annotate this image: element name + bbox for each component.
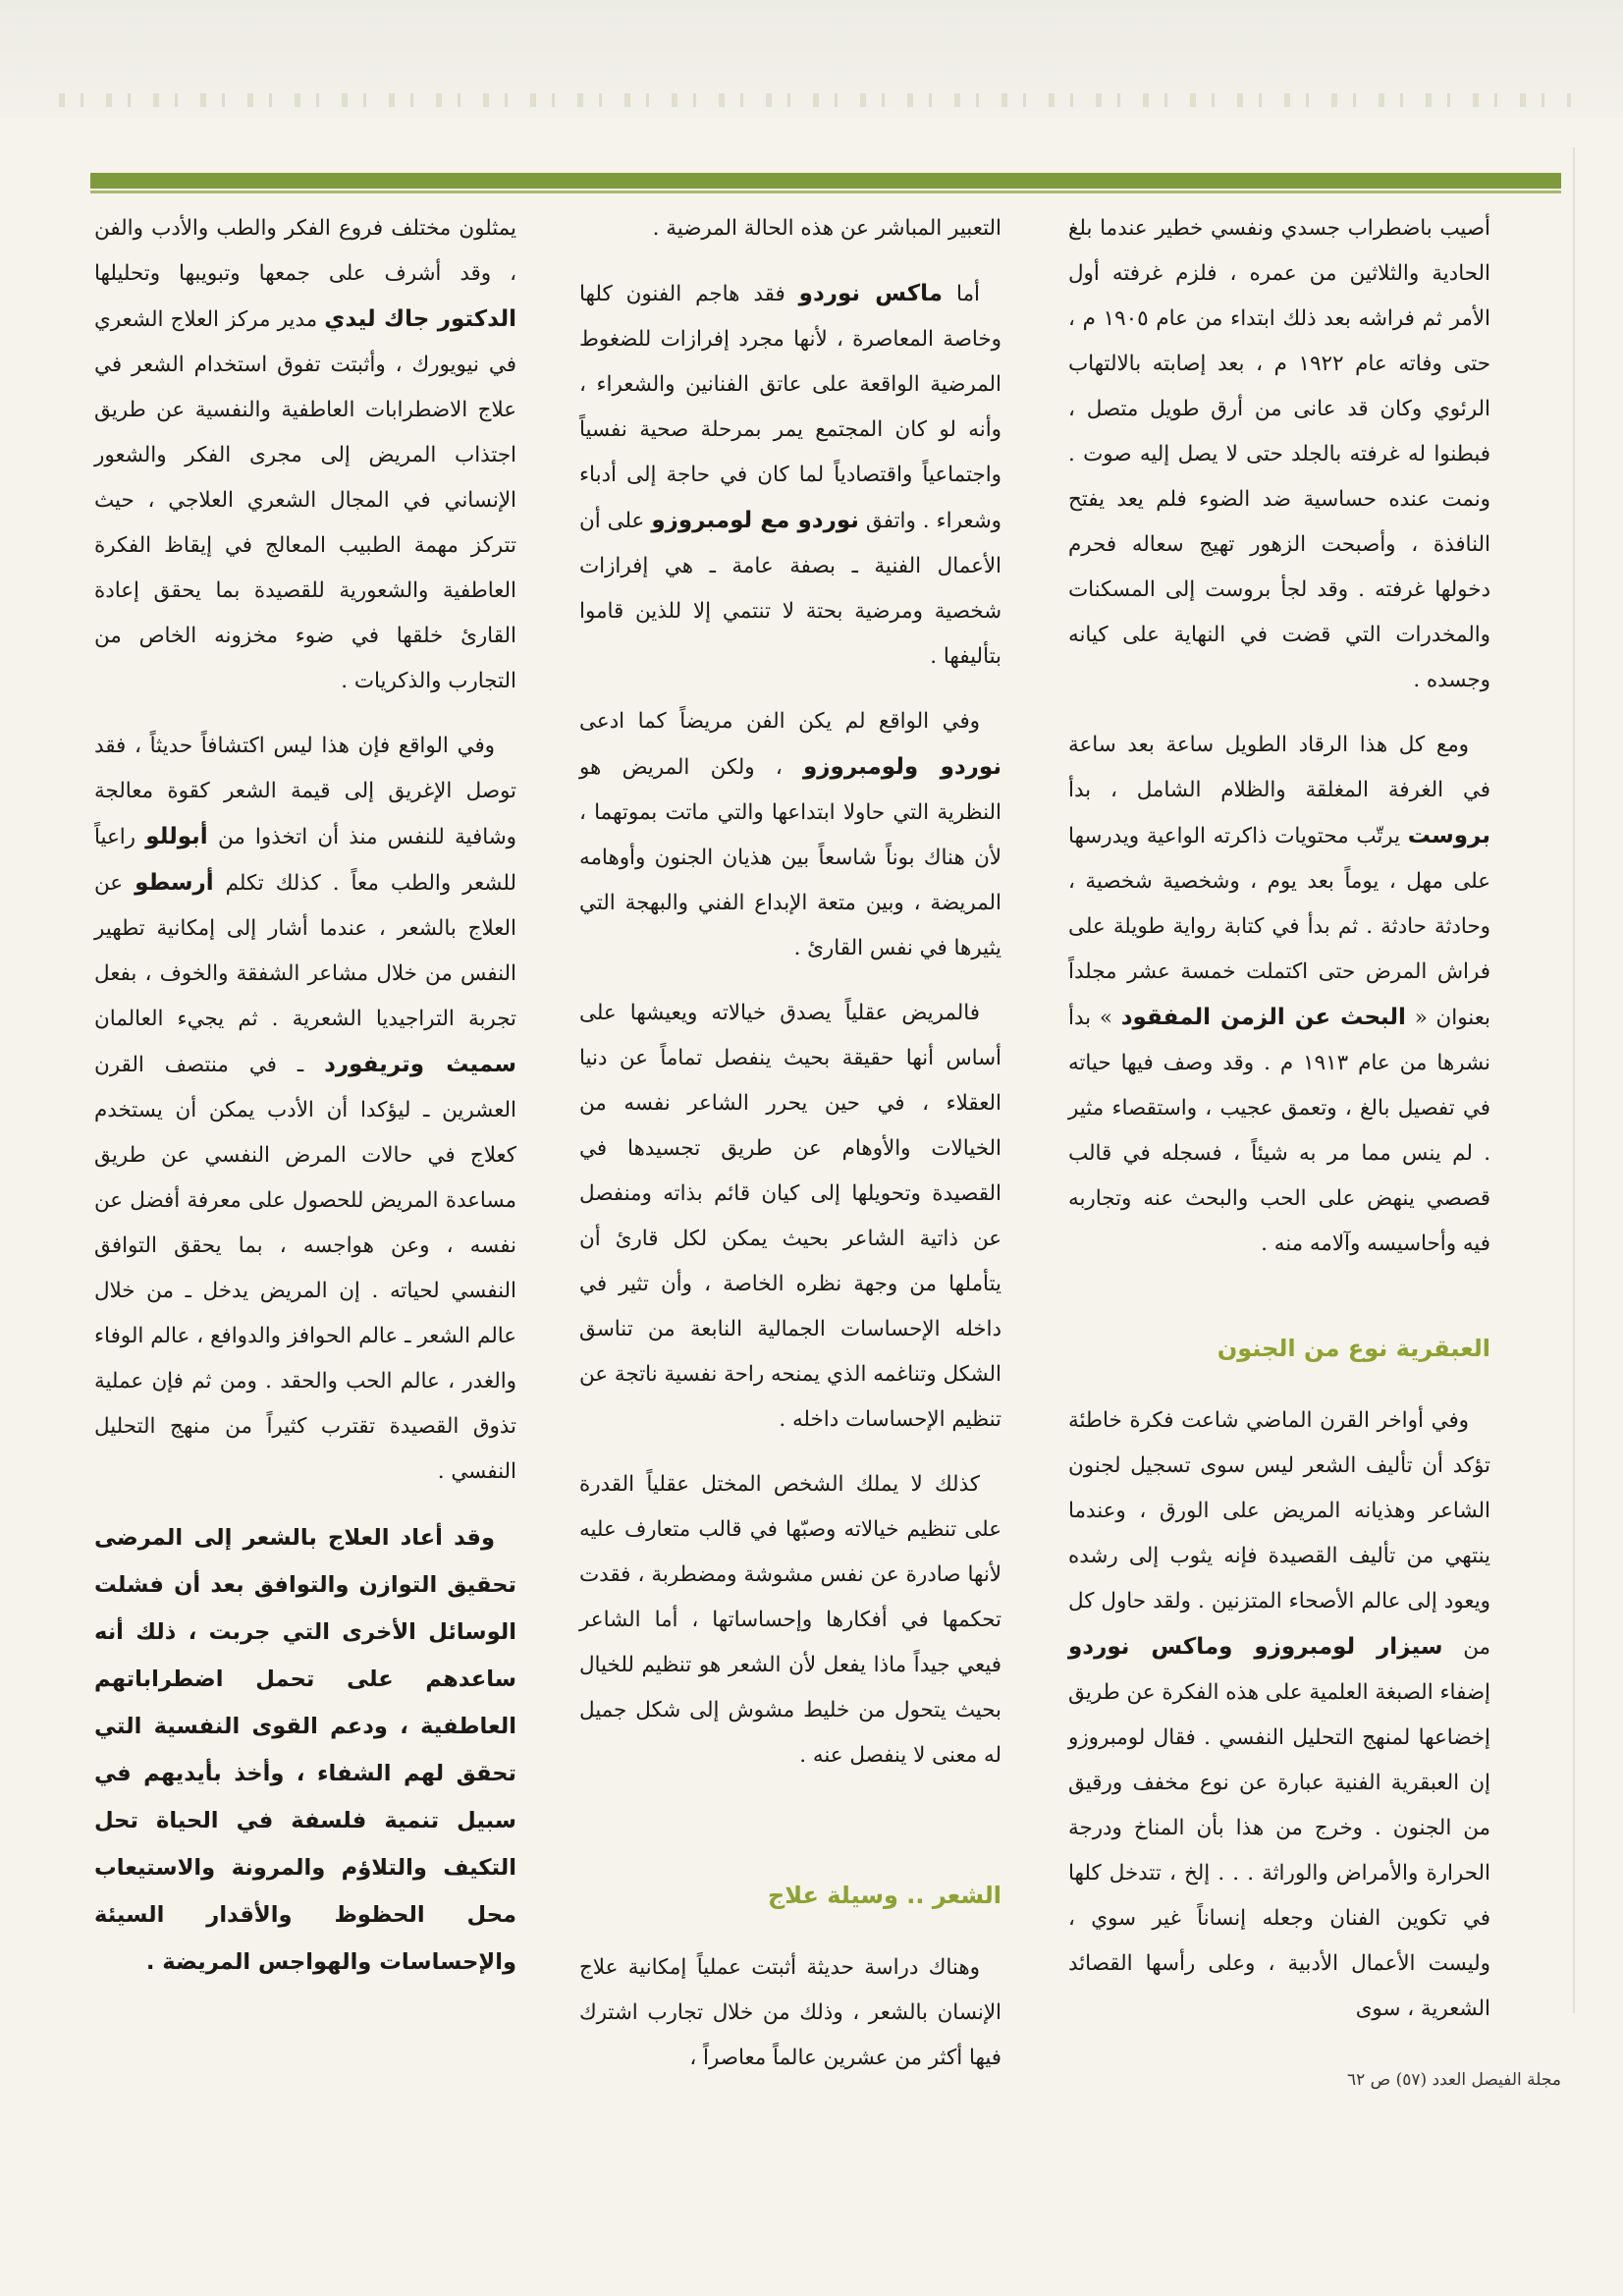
paragraph-text: وفي الواقع لم يكن الفن مريضاً كما ادعى	[579, 709, 980, 734]
page-footer-folio: مجلة الفيصل العدد (٥٧) ص ٦٢	[1346, 2070, 1561, 2090]
paragraph: كذلك لا يملك الشخص المختل عقلياً القدرة على تنظيم خيالاته وصبّها في قالب متعارف عليه لأنها صادرة عن نفس مشوشة ومضطربة ، فقدت تحكمها في أفكارها وإحساساتها ، أما الشاعر فيعي جيداً ماذا يفعل لأن الشعر هو تنظيم للخيال بحيث يتحول من خليط مشوش إلى شكل جميل له معنى لا ينفصل عنه .	[579, 1472, 1001, 1768]
highlight-name: نوردو ولومبروزو	[803, 754, 1001, 780]
section-heading: العبقرية نوع من الجنون	[1217, 1335, 1490, 1362]
paragraph-text: عن العلاج بالشعر ، عندما أشار إلى إمكانية تطهير النفس من خلال مشاعر الشفقة والخوف ، بفعل تجربة التراجيديا الشعرية . ثم يجيء العالمان	[94, 871, 516, 1031]
paragraph-text: ، ولكن المريض هو النظرية التي حاولا ابتداعها والتي ماتت بموتهما ، لأن هناك بوناً شاسعاً بين هذيان الجنون وأوهامه المريضة ، وبين متعة الإبداع الفني والبهجة التي يثيرها في نفس القارئ .	[579, 755, 1001, 960]
paragraph-text: ومع كل هذا الرقاد الطويل ساعة بعد ساعة في الغرفة المغلقة والظلام الشامل ، بدأ	[1068, 733, 1490, 802]
paragraph: فالمريض عقلياً يصدق خيالاته ويعيشها على أساس أنها حقيقة بحيث ينفصل تماماً عن دنيا العقلاء ، في حين يحرر الشاعر نفسه من الخيالات والأوهام عن طريق تجسيدها في القصيدة وتحويلها إلى كيان قائم بذاته ومنفصل عن ذاتية الشاعر بحيث يمكن لكل قارئ أن يتأملها من وجهة نظره الخاصة ، وأن تثير في داخله الإحساسات الجمالية النابعة من تناسق الشكل وتناغمه الذي يمنحه راحة نفسية ناتجة عن تنظيم الإحساسات داخله .	[579, 1001, 1001, 1432]
paragraph	[1068, 723, 1490, 1267]
paragraph-text: وفي أواخر القرن الماضي شاعت فكرة خاطئة تؤكد أن تأليف الشعر ليس سوى تسجيل لجنون الشاعر وهذيانه المريض على الورق ، وعندما ينتهي من تأليف القصيدة فإنه يثوب إلى رشده ويعود إلى عالم الأصحاء المتزنين . ولقد حاول كل من	[1068, 1408, 1490, 1660]
paragraph-text: وفي الواقع فإن هذا ليس اكتشافاً حديثاً ، فقد توصل الإغريق إلى قيمة الشعر كقوة معالجة وشافية للنفس منذ أن اتخذوا من	[94, 734, 516, 849]
highlight-name: سميث وتريفورد	[324, 1052, 516, 1077]
article-column-middle	[579, 206, 1001, 2101]
paragraph-text: يمثلون مختلف فروع الفكر والطب والأدب والفن ، وقد أشرف على جمعها وتبويبها وتحليلها	[94, 216, 516, 286]
header-green-rule-thin	[90, 191, 1561, 193]
paragraph-text: » بدأ نشرها من عام ١٩١٣ م . وقد وصف فيها حياته في تفصيل بالغ ، وتعمق عجيب ، واستقصاء مثير . لم ينس مما مر به شيئاً ، فسجله في قالب قصصي ينهض على الحب والبحث عنه وتجاربه فيه وأحاسيسه وآلامه منه .	[1068, 1006, 1490, 1256]
highlight-name: أرسطو	[135, 870, 214, 896]
highlight-name: نوردو مع لومبروزو	[651, 508, 859, 533]
paragraph-text: أما	[956, 282, 980, 306]
paragraph-text: راعياً للشعر والطب معاً . كذلك تكلم	[94, 825, 516, 896]
paragraph-text: على أن الأعمال الفنية ـ بصفة عامة ـ هي إفرازات شخصية ومرضية بحتة لا تنتمي إلا للذين قاموا بتأليفها .	[579, 509, 1001, 669]
paragraph-text: يرتّب محتويات ذاكرته الواعية ويدرسها على مهل ، يوماً بعد يوم ، وشخصية شخصية ، وحادثة حادثة . ثم بدأ في كتابة رواية طويلة على فراش المرض حتى اكتملت خمسة عشر مجلداً بعنوان «	[1068, 824, 1490, 1030]
article-column-right	[1068, 206, 1490, 2051]
paragraph	[94, 206, 516, 704]
paragraph-text: إضفاء الصبغة العلمية على هذه الفكرة عن طريق إخضاعها لمنهج التحليل النفسي . فقال لومبروزو إن العبقرية الفنية عبارة عن نوع مخفف ورقيق من الجنون . وخرج من هذا بأن المناخ ودرجة الحرارة والأمراض والوراثة . . . إلخ ، تتدخل كلها في تكوين الفنان وجعله إنساناً غير سوي ، وليست الأعمال الأدبية ، وعلى رأسها القصائد الشعرية ، سوى	[1068, 1680, 1490, 2021]
highlight-name: بروست	[1407, 823, 1490, 848]
paragraph: التعبير المباشر عن هذه الحالة المرضية .	[652, 216, 1001, 241]
section-heading: الشعر .. وسيلة علاج	[767, 1882, 1001, 1909]
paragraph: وهناك دراسة حديثة أثبتت عملياً إمكانية علاج الإنسان بالشعر ، وذلك من خلال تجارب اشترك فيها أكثر من عشرين عالماً معاصراً ،	[579, 1955, 1001, 2070]
highlight-name: سيزار لومبروزو وماكس نوردو	[1068, 1634, 1443, 1660]
highlight-name: الدكتور جاك ليدي	[324, 306, 516, 332]
paragraph-text: فقد هاجم الفنون كلها وخاصة المعاصرة ، لأنها مجرد إفرازات للضغوط المرضية الواقعة على عاتق الفنانين والشعراء ، وأنه لو كان المجتمع يمر بمرحلة صحية نفسياً واجتماعياً واقتصادياً لما كان في حاجة إلى أدباء وشعراء . واتفق	[579, 282, 1001, 533]
paragraph	[579, 699, 1001, 971]
paragraph	[94, 724, 516, 1495]
closing-bold-paragraph: وقد أعاد العلاج بالشعر إلى المرضى تحقيق التوازن والتوافق بعد أن فشلت الوسائل الأخرى التي جربت ، ذلك أنه ساعدهم على تحمل اضطراباتهم العاطفية ، ودعم القوى النفسية التي تحقق لهم الشفاء ، وأخذ بأيديهم في سبيل تنمية فلسفة في الحياة تحل التكيف والتلاؤم والمرونة والاستيعاب محل الحظوظ والأقدار السيئة والإحساسات والهواجس المريضة .	[94, 1525, 516, 1975]
highlight-name: أبوللو	[145, 824, 208, 849]
decorative-specks	[59, 93, 1571, 107]
highlight-book-title: البحث عن الزمن المفقود	[1120, 1005, 1406, 1030]
paragraph-text: مدير مركز العلاج الشعري في نيويورك ، وأثبتت تفوق استخدام الشعر في علاج الاضطرابات العاطفية والنفسية عن طريق اجتذاب المريض إلى مجرى الفكر والشعور الإنساني في المجال الشعري العلاجي ، حيث تتركز مهمة الطبيب المعالج في إيقاظ الفكرة العاطفية والشعورية للقصيدة بما يحقق إعادة القارئ خلقها في ضوء مخزونه الخاص من التجارب والذكريات .	[94, 307, 516, 693]
page-edge-shadow	[1573, 147, 1575, 2013]
paragraph	[1068, 1398, 1490, 2032]
paragraph: أصيب باضطراب جسدي ونفسي خطير عندما بلغ الحادية والثلاثين من عمره ، فلزم غرفته أول الأمر ثم فراشه بعد ذلك ابتداء من عام ١٩٠٥ م ، حتى وفاته عام ١٩٢٢ م ، بعد إصابته بالالتهاب الرئوي وكان قد عانى من أرق طويل متصل ، فبطنوا له غرفته بالجلد حتى لا يصل إليه صوت . ونمت عنده حساسية ضد الضوء فلم يعد يفتح النافذة ، وأصبحت الزهور تهيج سعاله فحرم دخولها غرفته . وقد لجأ بروست إلى المسكنات والمخدرات التي قضت في النهاية على كيانه وجسده .	[1068, 216, 1490, 692]
paragraph	[579, 271, 1001, 680]
highlight-name: ماكس نوردو	[798, 281, 944, 306]
header-green-rule	[90, 173, 1561, 189]
paragraph-text: ـ في منتصف القرن العشرين ـ ليؤكدا أن الأدب يمكن أن يستخدم كعلاج في حالات المرض النفسي عن طريق مساعدة المريض للحصول على معرفة أفضل عن نفسه ، وعن هواجسه ، بما يحقق التوافق النفسي لحياته . إن المريض يدخل ـ من خلال عالم الشعر ـ عالم الحوافز والدوافع ، عالم الوفاء والغدر ، عالم الحب والحقد . ومن ثم فإن عملية تذوق القصيدة تقترب كثيراً من منهج التحليل النفسي .	[94, 1053, 516, 1484]
article-column-left	[94, 206, 516, 2005]
